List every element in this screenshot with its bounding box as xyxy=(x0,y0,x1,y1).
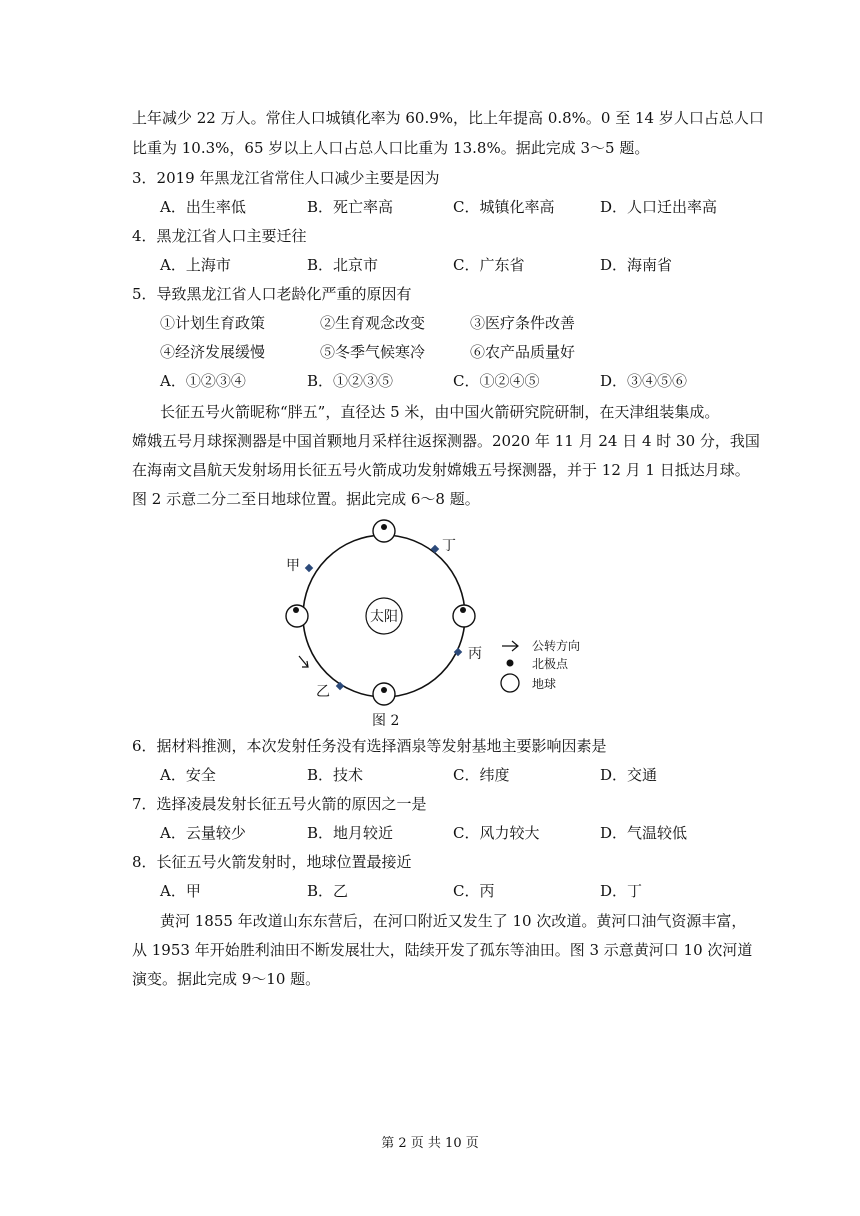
q7-option-b: B．地月较近 xyxy=(307,824,394,842)
q8-option-d: D．丁 xyxy=(600,882,643,900)
passage2-line2: 嫦娥五号月球探测器是中国首颗地月采样往返探测器。2020 年 11 月 24 日 4 时 30 分，我国 xyxy=(132,432,760,450)
passage3-line2: 从 1953 年开始胜利油田不断发展壮大，陆续开发了孤东等油田。图 3 示意黄河口 10 次河道 xyxy=(132,941,753,959)
north-pole-bottom xyxy=(381,687,387,693)
q3-option-b: B．死亡率高 xyxy=(307,198,394,216)
figure-2-orbit-diagram xyxy=(280,512,600,732)
label-jia: 甲 xyxy=(286,558,300,574)
q8-option-b: B．乙 xyxy=(307,882,349,900)
q8-option-c: C．丙 xyxy=(453,882,495,900)
q5-item-6: ⑥农产品质量好 xyxy=(470,343,576,361)
passage3-line3: 演变。据此完成 9～10 题。 xyxy=(132,970,321,988)
q6-option-a: A．安全 xyxy=(160,766,216,784)
marker-ding xyxy=(431,545,439,553)
legend-earth-icon xyxy=(501,674,519,692)
q7-option-a: A．云量较少 xyxy=(160,824,246,842)
q4-option-b: B．北京市 xyxy=(307,256,379,274)
label-yi: 乙 xyxy=(316,684,330,700)
legend-earth: 地球 xyxy=(532,677,557,691)
passage2-line1: 长征五号火箭昵称“胖五”，直径达 5 米，由中国火箭研究院研制，在天津组装集成。 xyxy=(160,403,720,421)
q5-option-a: A．①②③④ xyxy=(160,372,246,390)
passage2-line3: 在海南文昌航天发射场用长征五号火箭成功发射嫦娥五号探测器，并于 12 月 1 日抵达月球。 xyxy=(132,461,750,479)
q3-option-a: A．出生率低 xyxy=(160,198,246,216)
passage3-line1: 黄河 1855 年改道山东东营后，在河口附近又发生了 10 次改道。黄河口油气资源丰富， xyxy=(160,912,747,930)
q8-stem: 8．长征五号火箭发射时，地球位置最接近 xyxy=(132,853,412,871)
passage2-line4: 图 2 示意二分二至日地球位置。据此完成 6～8 题。 xyxy=(132,490,480,508)
figure-2-caption: 图 2 xyxy=(372,713,400,729)
label-ding: 丁 xyxy=(442,538,456,554)
q5-option-d: D．③④⑤⑥ xyxy=(600,372,688,390)
q4-option-c: C．广东省 xyxy=(453,256,525,274)
north-pole-right xyxy=(460,607,466,613)
legend-north-pole: 北极点 xyxy=(532,657,569,671)
q5-item-2: ②生育观念改变 xyxy=(320,314,426,332)
q5-item-4: ④经济发展缓慢 xyxy=(160,343,266,361)
q6-option-c: C．纬度 xyxy=(453,766,510,784)
legend-pole-icon xyxy=(507,660,514,667)
passage1-line2: 比重为 10.3%，65 岁以上人口占总人口比重为 13.8%。据此完成 3～5 题。 xyxy=(132,139,650,157)
q7-stem: 7．选择凌晨发射长征五号火箭的原因之一是 xyxy=(132,795,427,813)
marker-jia xyxy=(305,564,313,572)
q8-option-a: A．甲 xyxy=(160,882,201,900)
q5-stem: 5．导致黑龙江省人口老龄化严重的原因有 xyxy=(132,285,412,303)
north-pole-left xyxy=(293,607,299,613)
earth-top xyxy=(373,520,395,542)
page-footer: 第 2 页 共 10 页 xyxy=(381,1136,479,1151)
marker-yi xyxy=(336,682,344,690)
q3-stem: 3．2019 年黑龙江省常住人口减少主要是因为 xyxy=(132,169,440,187)
label-bing: 丙 xyxy=(468,646,482,662)
q5-option-c: C．①②④⑤ xyxy=(453,372,540,390)
q4-stem: 4．黑龙江省人口主要迁往 xyxy=(132,227,307,245)
north-pole-top xyxy=(381,524,387,530)
q4-option-d: D．海南省 xyxy=(600,256,673,274)
legend-arrow-icon xyxy=(502,641,518,651)
q3-option-c: C．城镇化率高 xyxy=(453,198,555,216)
q5-item-3: ③医疗条件改善 xyxy=(470,314,576,332)
q7-option-c: C．风力较大 xyxy=(453,824,540,842)
earth-bottom xyxy=(373,683,395,705)
q5-item-5: ⑤冬季气候寒冷 xyxy=(320,343,426,361)
q6-option-b: B．技术 xyxy=(307,766,364,784)
q3-option-d: D．人口迁出率高 xyxy=(600,198,718,216)
q5-option-b: B．①②③⑤ xyxy=(307,372,394,390)
q6-stem: 6．据材料推测，本次发射任务没有选择酒泉等发射基地主要影响因素是 xyxy=(132,737,607,755)
q5-item-1: ①计划生育政策 xyxy=(160,314,266,332)
q4-option-a: A．上海市 xyxy=(160,256,231,274)
legend-revolution: 公转方向 xyxy=(532,639,581,653)
sun-label: 太阳 xyxy=(370,609,398,625)
q6-option-d: D．交通 xyxy=(600,766,658,784)
q7-option-d: D．气温较低 xyxy=(600,824,688,842)
passage1-line1: 上年减少 22 万人。常住人口城镇化率为 60.9%，比上年提高 0.8%。0 至 14 岁人口占总人口 xyxy=(132,109,764,127)
